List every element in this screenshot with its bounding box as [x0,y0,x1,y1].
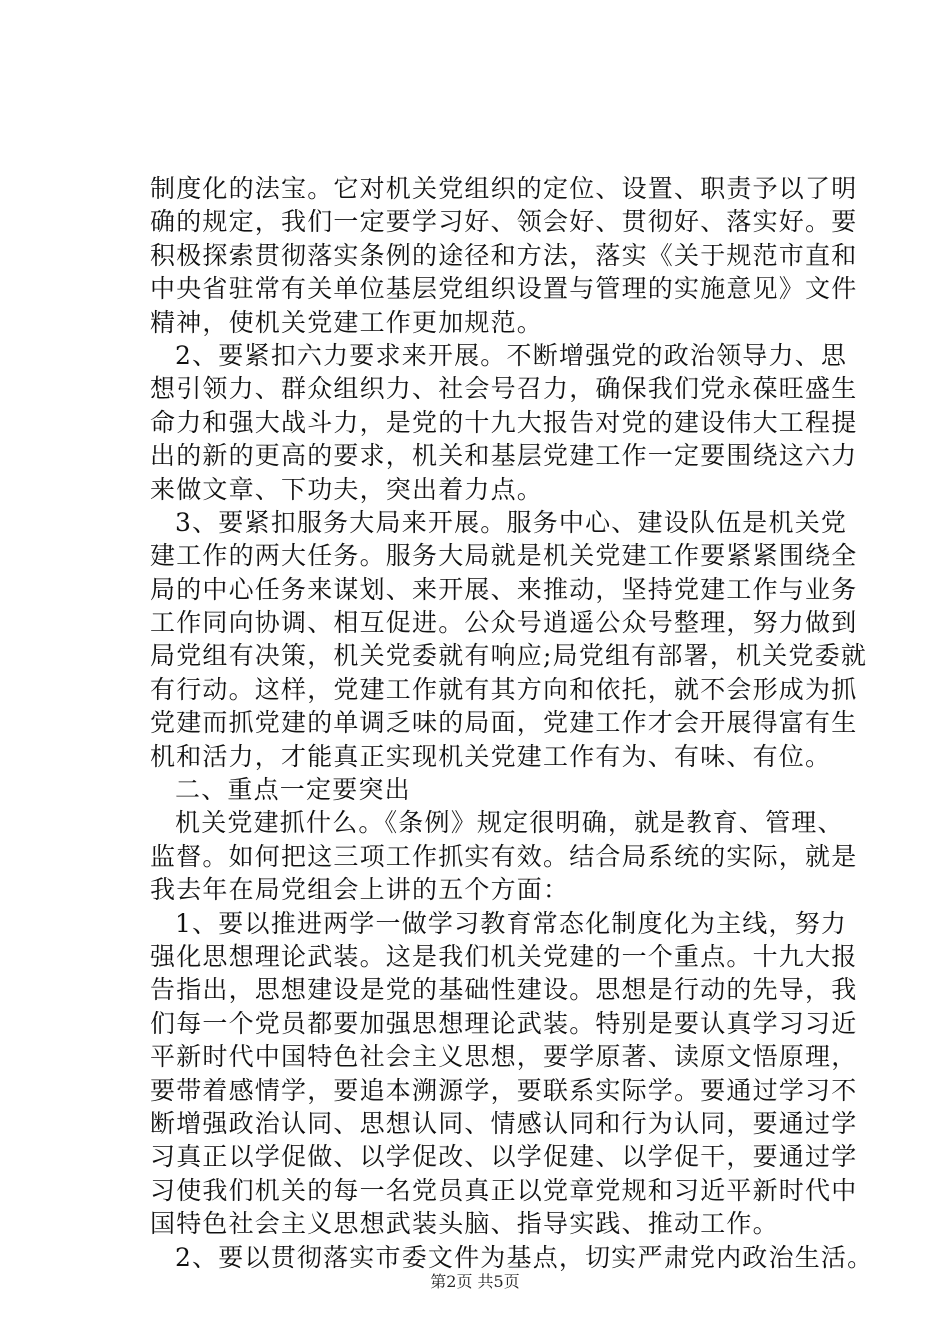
text-line: 强化思想理论武装。这是我们机关党建的一个重点。十九大报 [150,941,858,971]
text-line: 局的中心任务来谋划、来开展、来推动，坚持党建工作与业务 [150,574,858,604]
text-line: 2、要紧扣六力要求来开展。不断增强党的政治领导力、思 [175,340,848,370]
text-line: 党建而抓党建的单调乏味的局面，党建工作才会开展得富有生 [150,708,858,738]
text-line: 精神，使机关党建工作更加规范。 [150,307,544,337]
text-line: 告指出，思想建设是党的基础性建设。思想是行动的先导，我 [150,975,858,1005]
text-line: 习真正以学促做、以学促改、以学促建、以学促干，要通过学 [150,1142,858,1172]
text-line: 1、要以推进两学一做学习教育常态化制度化为主线，努力 [175,908,848,938]
text-line: 局党组有决策，机关党委就有响应;局党组有部署，机关党委就 [150,641,868,671]
text-line: 要带着感情学，要追本溯源学，要联系实际学。要通过学习不 [150,1075,858,1105]
text-line: 们每一个党员都要加强思想理论武装。特别是要认真学习习近 [150,1008,858,1038]
page-indicator: 第2页 共5页 [430,1272,520,1291]
text-line: 工作同向协调、相互促进。公众号逍遥公众号整理，努力做到 [150,608,858,638]
text-line: 平新时代中国特色社会主义思想，要学原著、读原文悟原理， [150,1042,858,1072]
text-line: 中央省驻常有关单位基层党组织设置与管理的实施意见》文件 [150,274,858,304]
text-line: 来做文章、下功夫，突出着力点。 [150,474,544,504]
text-line: 确的规定，我们一定要学习好、领会好、贯彻好、落实好。要 [150,207,858,237]
text-line: 3、要紧扣服务大局来开展。服务中心、建设队伍是机关党 [175,507,848,537]
text-line: 出的新的更高的要求，机关和基层党建工作一定要围绕这六力 [150,441,858,471]
text-line: 机关党建抓什么。《条例》规定很明确，就是教育、管理、 [175,808,844,838]
section-heading: 二、重点一定要突出 [175,775,411,805]
text-line: 监督。如何把这三项工作抓实有效。结合局系统的实际，就是 [150,841,858,871]
text-line: 习使我们机关的每一名党员真正以党章党规和习近平新时代中 [150,1175,858,1205]
text-line: 断增强政治认同、思想认同、情感认同和行为认同，要通过学 [150,1108,858,1138]
text-line: 积极探索贯彻落实条例的途径和方法，落实《关于规范市直和 [150,240,858,270]
text-line: 建工作的两大任务。服务大局就是机关党建工作要紧紧围绕全 [150,541,858,571]
text-line: 命力和强大战斗力，是党的十九大报告对党的建设伟大工程提 [150,407,858,437]
text-line: 我去年在局党组会上讲的五个方面： [150,875,570,905]
text-line: 2、要以贯彻落实市委文件为基点，切实严肃党内政治生活。 [175,1242,874,1272]
text-line: 机和活力，才能真正实现机关党建工作有为、有味、有位。 [150,741,832,771]
text-line: 想引领力、群众组织力、社会号召力，确保我们党永葆旺盛生 [150,374,858,404]
document-body [150,172,874,1274]
text-line: 国特色社会主义思想武装头脑、指导实践、推动工作。 [150,1209,779,1239]
text-line: 有行动。这样，党建工作就有其方向和依托，就不会形成为抓 [150,674,858,704]
text-line: 制度化的法宝。它对机关党组织的定位、设置、职责予以了明 [150,174,858,203]
